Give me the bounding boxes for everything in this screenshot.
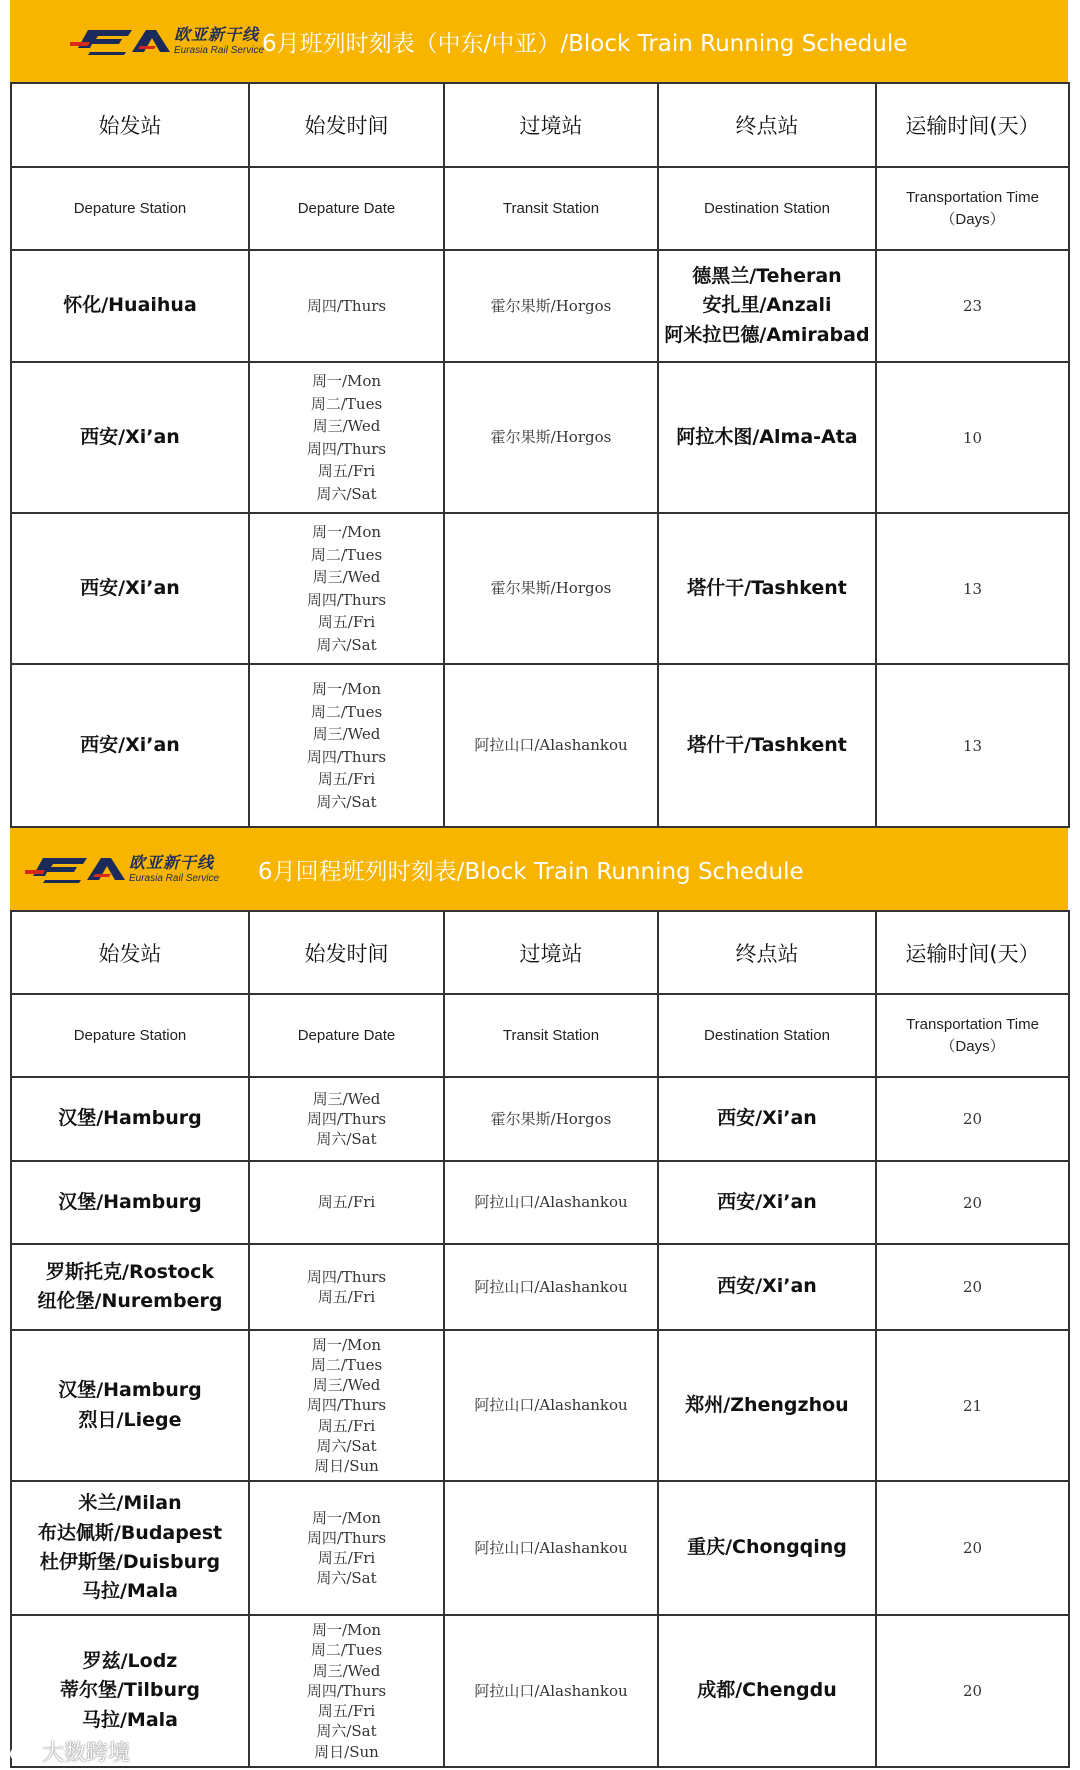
departure-cell: 汉堡/Hamburg 烈日/Liege (11, 1330, 249, 1481)
table-row (11, 1615, 1069, 1767)
days-cell: 20 (876, 1077, 1069, 1161)
header-en: Transportation Time （Days） (876, 167, 1069, 250)
departure-cell: 罗兹/Lodz 蒂尔堡/Tilburg 马拉/Mala (11, 1615, 249, 1767)
header-row-cn (11, 83, 1069, 167)
date-cell: 周一/Mon 周二/Tues 周三/Wed 周四/Thurs 周五/Fri 周六/Sat 周日/Sun (249, 1615, 444, 1767)
transit-cell: 阿拉山口/Alashankou (444, 664, 658, 827)
days-cell: 21 (876, 1330, 1069, 1481)
transit-cell: 霍尔果斯/Horgos (444, 362, 658, 513)
date-cell: 周四/Thurs (249, 250, 444, 362)
logo-cn: 欧亚新干线 (129, 852, 215, 872)
date-cell: 周四/Thurs 周五/Fri (249, 1244, 444, 1330)
header-cn: 过境站 (444, 83, 658, 167)
destination-cell: 重庆/Chongqing (658, 1481, 876, 1615)
departure-cell: 西安/Xi’an (11, 664, 249, 827)
destination-cell: 郑州/Zhengzhou (658, 1330, 876, 1481)
days-cell: 10 (876, 362, 1069, 513)
header-cn: 始发站 (11, 911, 249, 994)
table-row (11, 1481, 1069, 1615)
logo (25, 852, 219, 886)
table-row (11, 1077, 1069, 1161)
date-cell: 周一/Mon 周二/Tues 周三/Wed 周四/Thurs 周五/Fri 周六/Sat (249, 513, 444, 664)
schedule-table-outbound (10, 82, 1070, 828)
table-row (11, 1161, 1069, 1244)
date-cell: 周一/Mon 周二/Tues 周三/Wed 周四/Thurs 周五/Fri 周六/Sat (249, 664, 444, 827)
header-cn: 运输时间(天） (876, 911, 1069, 994)
departure-cell: 西安/Xi’an (11, 513, 249, 664)
destination-cell: 阿拉木图/Alma-Ata (658, 362, 876, 513)
header-en: Depature Station (11, 994, 249, 1077)
days-cell: 13 (876, 513, 1069, 664)
eurasia-logo-icon (25, 852, 125, 886)
header-en: Destination Station (658, 994, 876, 1077)
header-en: Transit Station (444, 994, 658, 1077)
logo-en: Eurasia Rail Service (174, 44, 265, 56)
date-cell: 周三/Wed 周四/Thurs 周六/Sat (249, 1077, 444, 1161)
logo (70, 24, 264, 58)
transit-cell: 阿拉山口/Alashankou (444, 1615, 658, 1767)
date-cell: 周一/Mon 周四/Thurs 周五/Fri 周六/Sat (249, 1481, 444, 1615)
banner-title: 6月班列时刻表（中东/中亚）/Block Train Running Schedule (262, 30, 908, 57)
destination-cell: 西安/Xi’an (658, 1161, 876, 1244)
header-en: Depature Station (11, 167, 249, 250)
header-en: Depature Date (249, 994, 444, 1077)
transit-cell: 霍尔果斯/Horgos (444, 1077, 658, 1161)
destination-cell: 西安/Xi’an (658, 1244, 876, 1330)
table-row (11, 1244, 1069, 1330)
destination-cell: 西安/Xi’an (658, 1077, 876, 1161)
days-cell: 20 (876, 1161, 1069, 1244)
header-en: Transit Station (444, 167, 658, 250)
header-cn: 始发时间 (249, 83, 444, 167)
transit-cell: 阿拉山口/Alashankou (444, 1161, 658, 1244)
destination-cell: 成都/Chengdu (658, 1615, 876, 1767)
table-row (11, 664, 1069, 827)
banner-outbound (10, 0, 1068, 82)
transit-cell: 阿拉山口/Alashankou (444, 1244, 658, 1330)
header-row-en (11, 994, 1069, 1077)
watermark-text: 大数跨境 (42, 1741, 131, 1766)
header-cn: 终点站 (658, 911, 876, 994)
transit-cell: 阿拉山口/Alashankou (444, 1481, 658, 1615)
departure-cell: 怀化/Huaihua (11, 250, 249, 362)
transit-cell: 霍尔果斯/Horgos (444, 513, 658, 664)
eurasia-logo-icon (70, 24, 170, 58)
schedule-table-return (10, 910, 1070, 1768)
days-cell: 20 (876, 1244, 1069, 1330)
logo-cn: 欧亚新干线 (174, 24, 260, 44)
header-cn: 始发站 (11, 83, 249, 167)
table-row (11, 250, 1069, 362)
departure-cell: 米兰/Milan 布达佩斯/Budapest 杜伊斯堡/Duisburg 马拉/Mala (11, 1481, 249, 1615)
transit-cell: 阿拉山口/Alashankou (444, 1330, 658, 1481)
departure-cell: 汉堡/Hamburg (11, 1161, 249, 1244)
header-cn: 始发时间 (249, 911, 444, 994)
days-cell: 20 (876, 1615, 1069, 1767)
date-cell: 周一/Mon 周二/Tues 周三/Wed 周四/Thurs 周五/Fri 周六/Sat 周日/Sun (249, 1330, 444, 1481)
banner-title: 6月回程班列时刻表/Block Train Running Schedule (258, 858, 804, 885)
header-en: Transportation Time （Days） (876, 994, 1069, 1077)
days-cell: 23 (876, 250, 1069, 362)
departure-cell: 罗斯托克/Rostock 纽伦堡/Nuremberg (11, 1244, 249, 1330)
header-en: Depature Date (249, 167, 444, 250)
departure-cell: 西安/Xi’an (11, 362, 249, 513)
date-cell: 周一/Mon 周二/Tues 周三/Wed 周四/Thurs 周五/Fri 周六/Sat (249, 362, 444, 513)
table-row (11, 1330, 1069, 1481)
logo-en: Eurasia Rail Service (129, 872, 220, 884)
watermark (10, 1736, 130, 1767)
banner-return (10, 828, 1068, 910)
days-cell: 13 (876, 664, 1069, 827)
destination-cell: 塔什干/Tashkent (658, 664, 876, 827)
header-cn: 终点站 (658, 83, 876, 167)
days-cell: 20 (876, 1481, 1069, 1615)
header-row-en (11, 167, 1069, 250)
date-cell: 周五/Fri (249, 1161, 444, 1244)
destination-cell: 德黑兰/Teheran 安扎里/Anzali 阿米拉巴德/Amirabad (658, 250, 876, 362)
weibo-icon (10, 1741, 36, 1763)
header-cn: 过境站 (444, 911, 658, 994)
departure-cell: 汉堡/Hamburg (11, 1077, 249, 1161)
header-row-cn (11, 911, 1069, 994)
table-row (11, 362, 1069, 513)
transit-cell: 霍尔果斯/Horgos (444, 250, 658, 362)
header-cn: 运输时间(天） (876, 83, 1069, 167)
table-row (11, 513, 1069, 664)
schedule-sheet (10, 0, 1068, 1768)
destination-cell: 塔什干/Tashkent (658, 513, 876, 664)
header-en: Destination Station (658, 167, 876, 250)
